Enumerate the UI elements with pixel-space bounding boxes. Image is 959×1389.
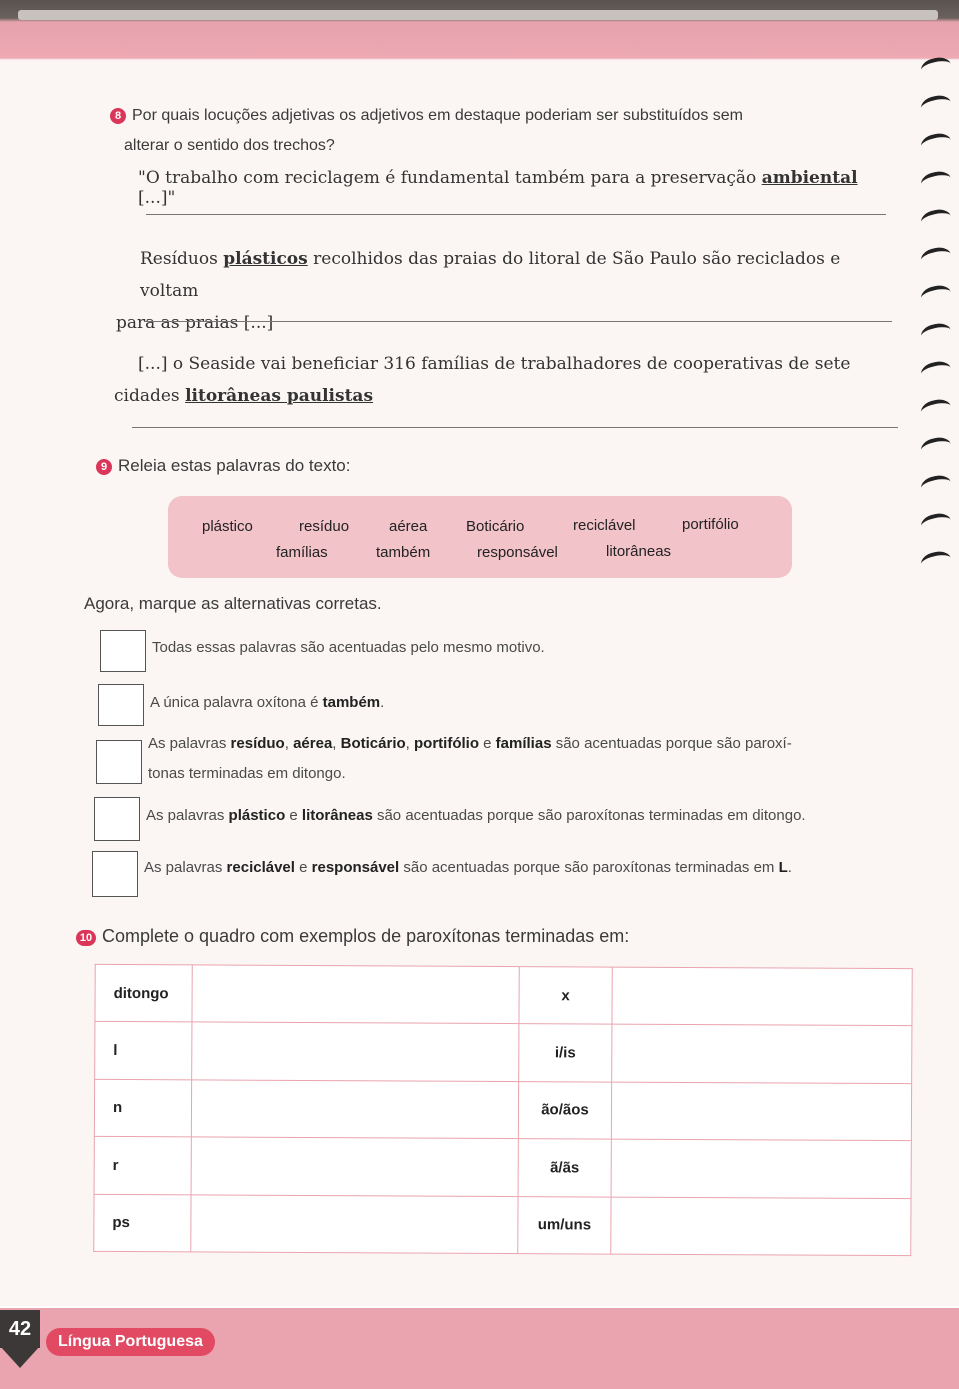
q9-number: 9 bbox=[96, 459, 112, 475]
answer-cell[interactable] bbox=[192, 965, 519, 1024]
q8-prompt: 8 Por quais locuções adjetivas os adjetivos em destaque poderiam ser substituídos sem alterar o sentido dos trechos? bbox=[110, 101, 890, 161]
ending-label: l bbox=[95, 1022, 192, 1080]
ending-label: i/is bbox=[519, 1024, 612, 1082]
word-7: famílias bbox=[276, 544, 328, 561]
spiral-ring bbox=[919, 397, 952, 421]
page-number-pointer bbox=[0, 1346, 40, 1368]
ending-label: r bbox=[94, 1137, 191, 1195]
word-9: responsável bbox=[477, 544, 558, 561]
paroxytone-table bbox=[93, 964, 912, 1256]
option-2-text: A única palavra oxítona é também. bbox=[150, 694, 385, 711]
table-row bbox=[95, 964, 912, 1026]
checkbox-option-5[interactable] bbox=[92, 851, 138, 897]
spiral-ring bbox=[919, 93, 952, 117]
word-3: aérea bbox=[389, 518, 428, 535]
checkbox-option-3[interactable] bbox=[96, 740, 142, 784]
answer-cell[interactable] bbox=[611, 1197, 911, 1256]
option-1-text: Todas essas palavras são acentuadas pelo mesmo motivo. bbox=[152, 639, 545, 656]
q9-instruction: Agora, marque as alternativas corretas. bbox=[84, 594, 382, 613]
ending-label: ditongo bbox=[95, 964, 192, 1022]
word-6: portifólio bbox=[682, 516, 739, 533]
q10-prompt: 10 Complete o quadro com exemplos de paroxítonas terminadas em: bbox=[76, 926, 629, 947]
spiral-ring bbox=[919, 283, 952, 307]
ending-label: ps bbox=[94, 1194, 191, 1252]
answer-line-2[interactable] bbox=[144, 321, 892, 322]
q9-prompt: 9 Releia estas palavras do texto: bbox=[96, 456, 350, 476]
option-4-text: As palavras plástico e litorâneas são acentuadas porque são paroxítonas terminadas em ditongo. bbox=[146, 807, 806, 824]
spiral-ring bbox=[919, 473, 952, 497]
ending-label: ã/ãs bbox=[518, 1139, 611, 1197]
highlight-plasticos: plásticos bbox=[223, 249, 308, 269]
word-4: Boticário bbox=[466, 518, 525, 535]
highlight-ambiental: ambiental bbox=[761, 168, 858, 188]
ending-label: um/uns bbox=[518, 1196, 611, 1254]
answer-cell[interactable] bbox=[191, 1080, 518, 1139]
q8-excerpt-3: [...] o Seaside vai beneficiar 316 famílias de trabalhadores de cooperativas de sete cidades litorâneas paulistas bbox=[114, 354, 851, 406]
table-row bbox=[95, 1022, 912, 1084]
ending-label: n bbox=[94, 1079, 191, 1137]
checkbox-option-4[interactable] bbox=[94, 797, 140, 841]
word-2: resíduo bbox=[299, 518, 350, 535]
word-10: litorâneas bbox=[606, 543, 672, 560]
spiral-ring bbox=[919, 55, 952, 79]
table-row bbox=[94, 1137, 911, 1199]
spiral-binding bbox=[917, 50, 959, 610]
ending-label: ão/ãos bbox=[518, 1081, 611, 1139]
q8-excerpt-1: "O trabalho com reciclagem é fundamental também para a preservação ambiental [...]" bbox=[138, 168, 858, 208]
answer-cell[interactable] bbox=[191, 1137, 518, 1196]
spiral-ring bbox=[919, 245, 952, 269]
spiral-ring bbox=[919, 131, 952, 155]
answer-cell[interactable] bbox=[192, 1022, 519, 1081]
q10-number: 10 bbox=[76, 930, 96, 946]
spiral-ring bbox=[919, 435, 952, 459]
notebook-top-edge bbox=[0, 0, 959, 60]
page-number: 42 bbox=[0, 1310, 40, 1348]
answer-cell[interactable] bbox=[612, 967, 912, 1026]
option-5-text: As palavras reciclável e responsável são acentuadas porque são paroxítonas terminadas em L. bbox=[144, 859, 792, 876]
word-1: plástico bbox=[202, 518, 253, 535]
q8-excerpt-2: Resíduos plásticos recolhidos das praias do litoral de São Paulo são reciclados e voltam para as praias [...] bbox=[116, 249, 841, 333]
spiral-ring bbox=[919, 321, 952, 345]
highlight-litoraneas-paulistas: litorâneas paulistas bbox=[185, 386, 374, 406]
answer-cell[interactable] bbox=[191, 1194, 518, 1253]
spiral-ring bbox=[919, 359, 952, 383]
ending-label: x bbox=[519, 967, 612, 1025]
option-3-text: As palavras resíduo, aérea, Boticário, portifólio e famílias são acentuadas porque são paroxí- tonas terminadas em ditongo. bbox=[148, 735, 792, 782]
answer-cell[interactable] bbox=[612, 1024, 912, 1083]
subject-tag: Língua Portuguesa bbox=[46, 1328, 215, 1356]
answer-cell[interactable] bbox=[611, 1139, 911, 1198]
spiral-ring bbox=[919, 169, 952, 193]
word-8: também bbox=[376, 544, 431, 561]
answer-line-3[interactable] bbox=[132, 427, 898, 428]
q8-number: 8 bbox=[110, 108, 126, 124]
table-row bbox=[94, 1079, 911, 1141]
binder-bar bbox=[18, 10, 938, 20]
answer-line-1[interactable] bbox=[146, 214, 886, 215]
word-5: reciclável bbox=[573, 517, 636, 534]
table-row bbox=[94, 1194, 911, 1256]
checkbox-option-2[interactable] bbox=[98, 684, 144, 726]
spiral-ring bbox=[919, 549, 952, 573]
checkbox-option-1[interactable] bbox=[100, 630, 146, 672]
spiral-ring bbox=[919, 511, 952, 535]
spiral-ring bbox=[919, 207, 952, 231]
word-list-box bbox=[168, 496, 792, 578]
answer-cell[interactable] bbox=[611, 1082, 911, 1141]
